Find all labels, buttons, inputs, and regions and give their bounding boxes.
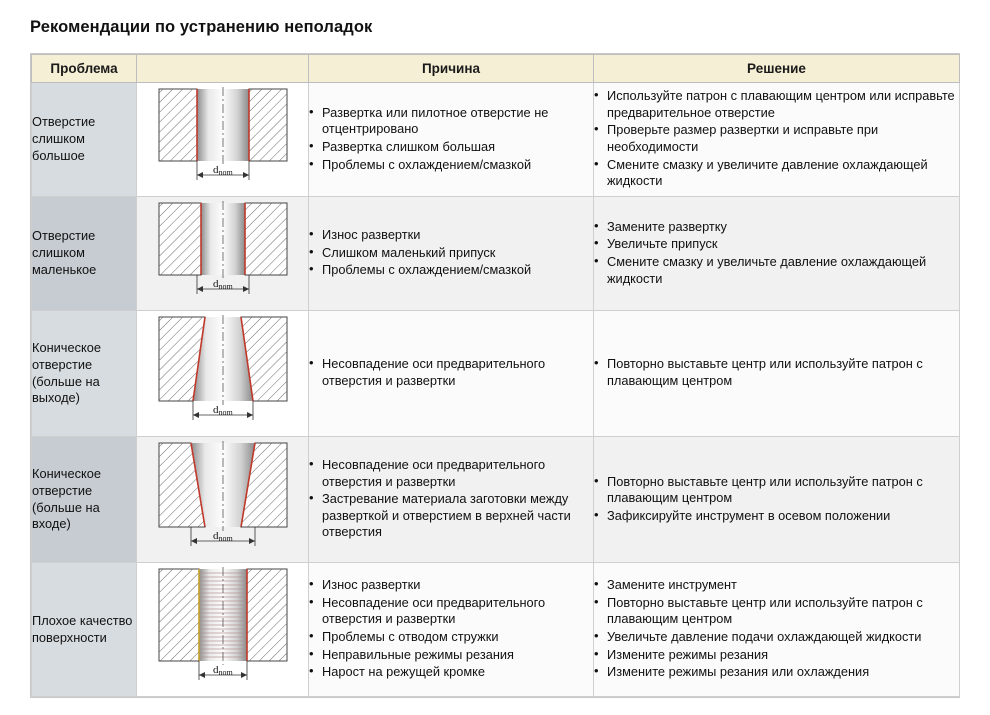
header-figure xyxy=(137,55,309,83)
problem-cell: Плохое качество поверхности xyxy=(32,563,137,697)
cause-item: • Несовпадение оси предварительного отверстия и развертки xyxy=(309,356,593,389)
solution-cell xyxy=(594,563,960,697)
svg-text:dnom: dnom xyxy=(212,404,233,417)
solution-item: • Смените смазку и увеличите давление охлаждающей жидкости xyxy=(594,157,959,190)
troubleshooting-table xyxy=(31,54,960,697)
cause-item: • Слишком маленький припуск xyxy=(309,245,593,262)
solution-item: • Измените режимы резания или охлаждения xyxy=(594,664,959,681)
cause-item: • Износ развертки xyxy=(309,577,593,594)
cause-cell xyxy=(309,311,594,437)
cause-cell xyxy=(309,197,594,311)
svg-text:dnom: dnom xyxy=(212,164,233,177)
solution-item: • Увеличьте припуск xyxy=(594,236,959,253)
cause-item: • Развертка или пилотное отверстие не отцентрировано xyxy=(309,105,593,138)
problem-cell: Отверстие слишком маленькое xyxy=(32,197,137,311)
solution-item: • Увеличьте давление подачи охлаждающей жидкости xyxy=(594,629,959,646)
cause-item: • Несовпадение оси предварительного отверстия и развертки xyxy=(309,595,593,628)
solution-item: • Проверьте размер развертки и исправьте при необходимости xyxy=(594,122,959,155)
troubleshooting-table-wrap xyxy=(30,53,960,698)
solution-cell xyxy=(594,83,960,197)
page-title: Рекомендации по устранению неполадок xyxy=(30,18,373,36)
cause-item: • Проблемы с охлаждением/смазкой xyxy=(309,157,593,174)
table-body xyxy=(32,83,960,697)
solution-item: • Замените развертку xyxy=(594,219,959,236)
solution-item: • Используйте патрон с плавающим центром или исправьте предварительное отверстие xyxy=(594,88,959,121)
table-row xyxy=(32,197,960,311)
cause-item: • Проблемы с охлаждением/смазкой xyxy=(309,262,593,279)
cause-item: • Развертка слишком большая xyxy=(309,139,593,156)
header-problem: Проблема xyxy=(32,55,137,83)
solution-cell xyxy=(594,437,960,563)
header-solution: Решение xyxy=(594,55,960,83)
solution-cell xyxy=(594,197,960,311)
svg-text:dnom: dnom xyxy=(212,664,233,677)
hole-too-small-diagram-icon xyxy=(139,197,307,305)
figure-cell xyxy=(137,311,309,437)
svg-text:dnom: dnom xyxy=(212,530,233,543)
solution-item: • Замените инструмент xyxy=(594,577,959,594)
figure-cell xyxy=(137,197,309,311)
figure-cell xyxy=(137,83,309,197)
cause-item: • Проблемы с отводом стружки xyxy=(309,629,593,646)
figure-cell xyxy=(137,437,309,563)
solution-item: • Измените режимы резания xyxy=(594,647,959,664)
solution-item: • Повторно выставьте центр или используйте патрон с плавающим центром xyxy=(594,356,959,389)
cause-cell xyxy=(309,563,594,697)
problem-cell: Отверстие слишком большое xyxy=(32,83,137,197)
header-cause: Причина xyxy=(309,55,594,83)
cause-item: • Несовпадение оси предварительного отверстия и развертки xyxy=(309,457,593,490)
problem-cell: Коническое отверстие (больше на выходе) xyxy=(32,311,137,437)
table-row xyxy=(32,83,960,197)
svg-text:dnom: dnom xyxy=(212,278,233,291)
solution-item: • Смените смазку и увеличьте давление охлаждающей жидкости xyxy=(594,254,959,287)
problem-cell: Коническое отверстие (больше на входе) xyxy=(32,437,137,563)
cause-item: • Износ развертки xyxy=(309,227,593,244)
solution-item: • Повторно выставьте центр или используйте патрон с плавающим центром xyxy=(594,595,959,628)
poor-surface-finish-diagram-icon xyxy=(139,563,307,691)
table-header-row xyxy=(32,55,960,83)
table-row xyxy=(32,437,960,563)
solution-cell xyxy=(594,311,960,437)
taper-wider-at-exit-diagram-icon xyxy=(139,311,307,431)
cause-item: • Застревание материала заготовки между разверткой и отверстием в верхней части отверстия xyxy=(309,491,593,541)
cause-cell xyxy=(309,437,594,563)
cause-cell xyxy=(309,83,594,197)
solution-item: • Зафиксируйте инструмент в осевом положении xyxy=(594,508,959,525)
cause-item: • Неправильные режимы резания xyxy=(309,647,593,664)
table-row xyxy=(32,311,960,437)
solution-item: • Повторно выставьте центр или используйте патрон с плавающим центром xyxy=(594,474,959,507)
taper-wider-at-entry-diagram-icon xyxy=(139,437,307,557)
cause-item: • Нарост на режущей кромке xyxy=(309,664,593,681)
table-row xyxy=(32,563,960,697)
figure-cell xyxy=(137,563,309,697)
hole-too-large-diagram-icon xyxy=(139,83,307,191)
